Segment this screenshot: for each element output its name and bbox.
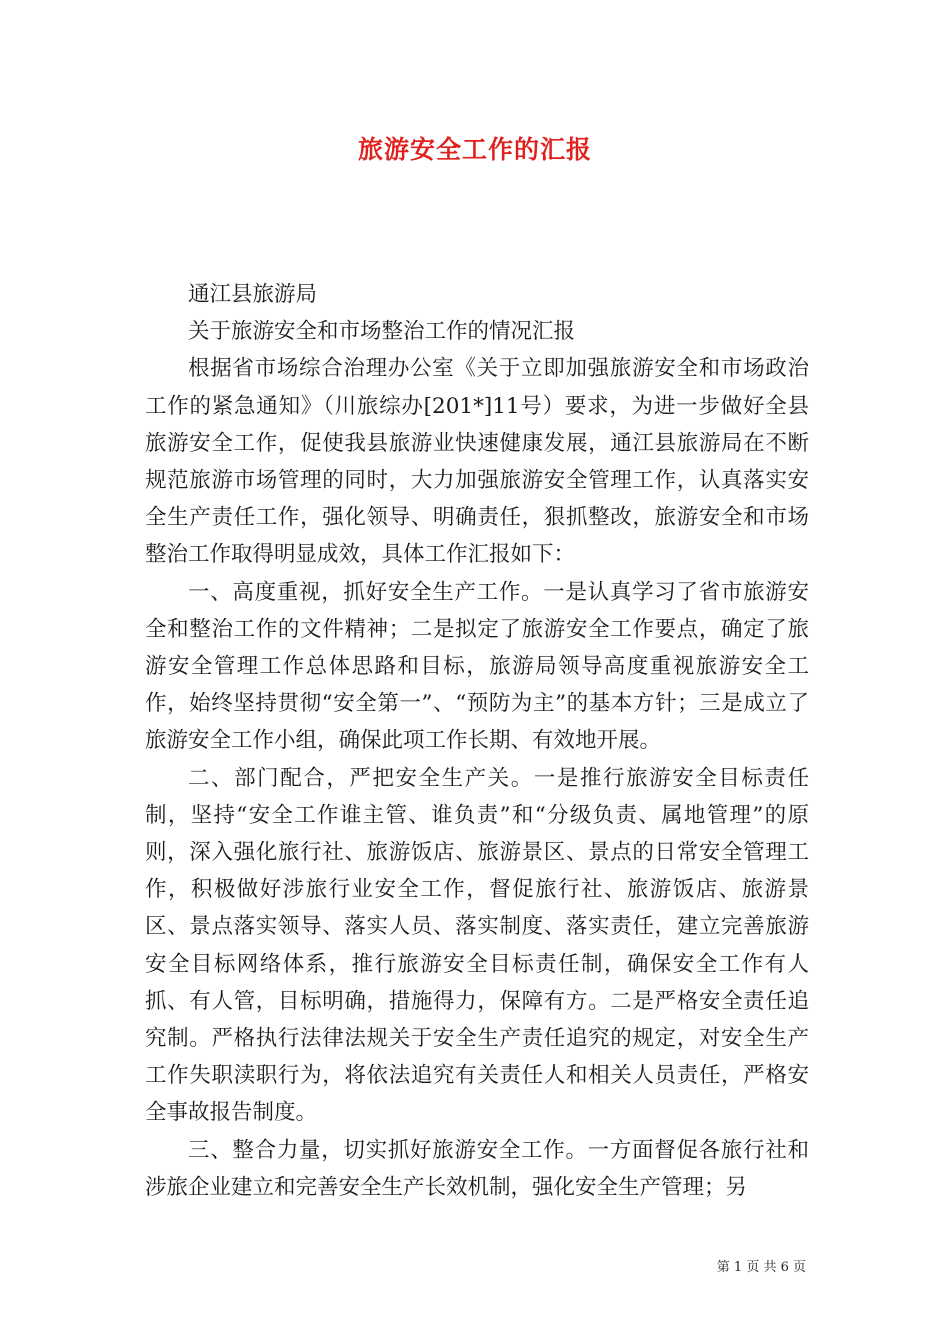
section-one-paragraph: 一、高度重视，抓好安全生产工作。一是认真学习了省市旅游安全和整治工作的文件精神；二是拟定了旅游安全工作要点，确定了旅游安全管理工作总体思路和目标，旅游局领导高度重视旅游安全工作，始终坚持贯彻“安全第一”、“预防为主”的基本方针；三是成立了旅游安全工作小组，确保此项工作长期、有效地开展。 xyxy=(145,579,809,754)
org-name-paragraph: 通江县旅游局 xyxy=(188,282,318,307)
section-three-paragraph: 三、整合力量，切实抓好旅游安全工作。一方面督促各旅行社和涉旅企业建立和完善安全生产长效机制，强化安全生产管理；另 xyxy=(145,1137,809,1200)
document-title: 旅游安全工作的汇报 xyxy=(357,135,592,164)
page-number: 第 1 页 共 6 页 xyxy=(716,1260,806,1275)
section-two-paragraph: 二、部门配合，严把安全生产关。一是推行旅游安全目标责任制，坚持“安全工作谁主管、谁负责”和“分级负责、属地管理”的原则，深入强化旅行社、旅游饭店、旅游景区、景点的日常安全管理工作，积极做好涉旅行业安全工作，督促旅行社、旅游饭店、旅游景区、景点落实领导、落实人员、落实制度、落实责任，建立完善旅游安全目标网络体系，推行旅游安全目标责任制，确保安全工作有人抓、有人管，目标明确，措施得力，保障有方。二是严格安全责任追究制。严格执行法律法规关于安全生产责任追究的规定，对安全生产工作失职渎职行为，将依法追究有关责任人和相关人员责任，严格安全事故报告制度。 xyxy=(145,765,809,1126)
document-body xyxy=(145,276,809,1206)
report-subject-paragraph: 关于旅游安全和市场整治工作的情况汇报 xyxy=(188,319,576,345)
intro-paragraph: 根据省市场综合治理办公室《关于立即加强旅游安全和市场政治工作的紧急通知》（川旅综办[201*]11号）要求，为进一步做好全县旅游安全工作，促使我县旅游业快速健康发展，通江县旅游局在不断规范旅游市场管理的同时，大力加强旅游安全管理工作，认真落实安全生产责任工作，强化领导、明确责任，狠抓整改，旅游安全和市场整治工作取得明显成效，具体工作汇报如下： xyxy=(145,356,809,568)
